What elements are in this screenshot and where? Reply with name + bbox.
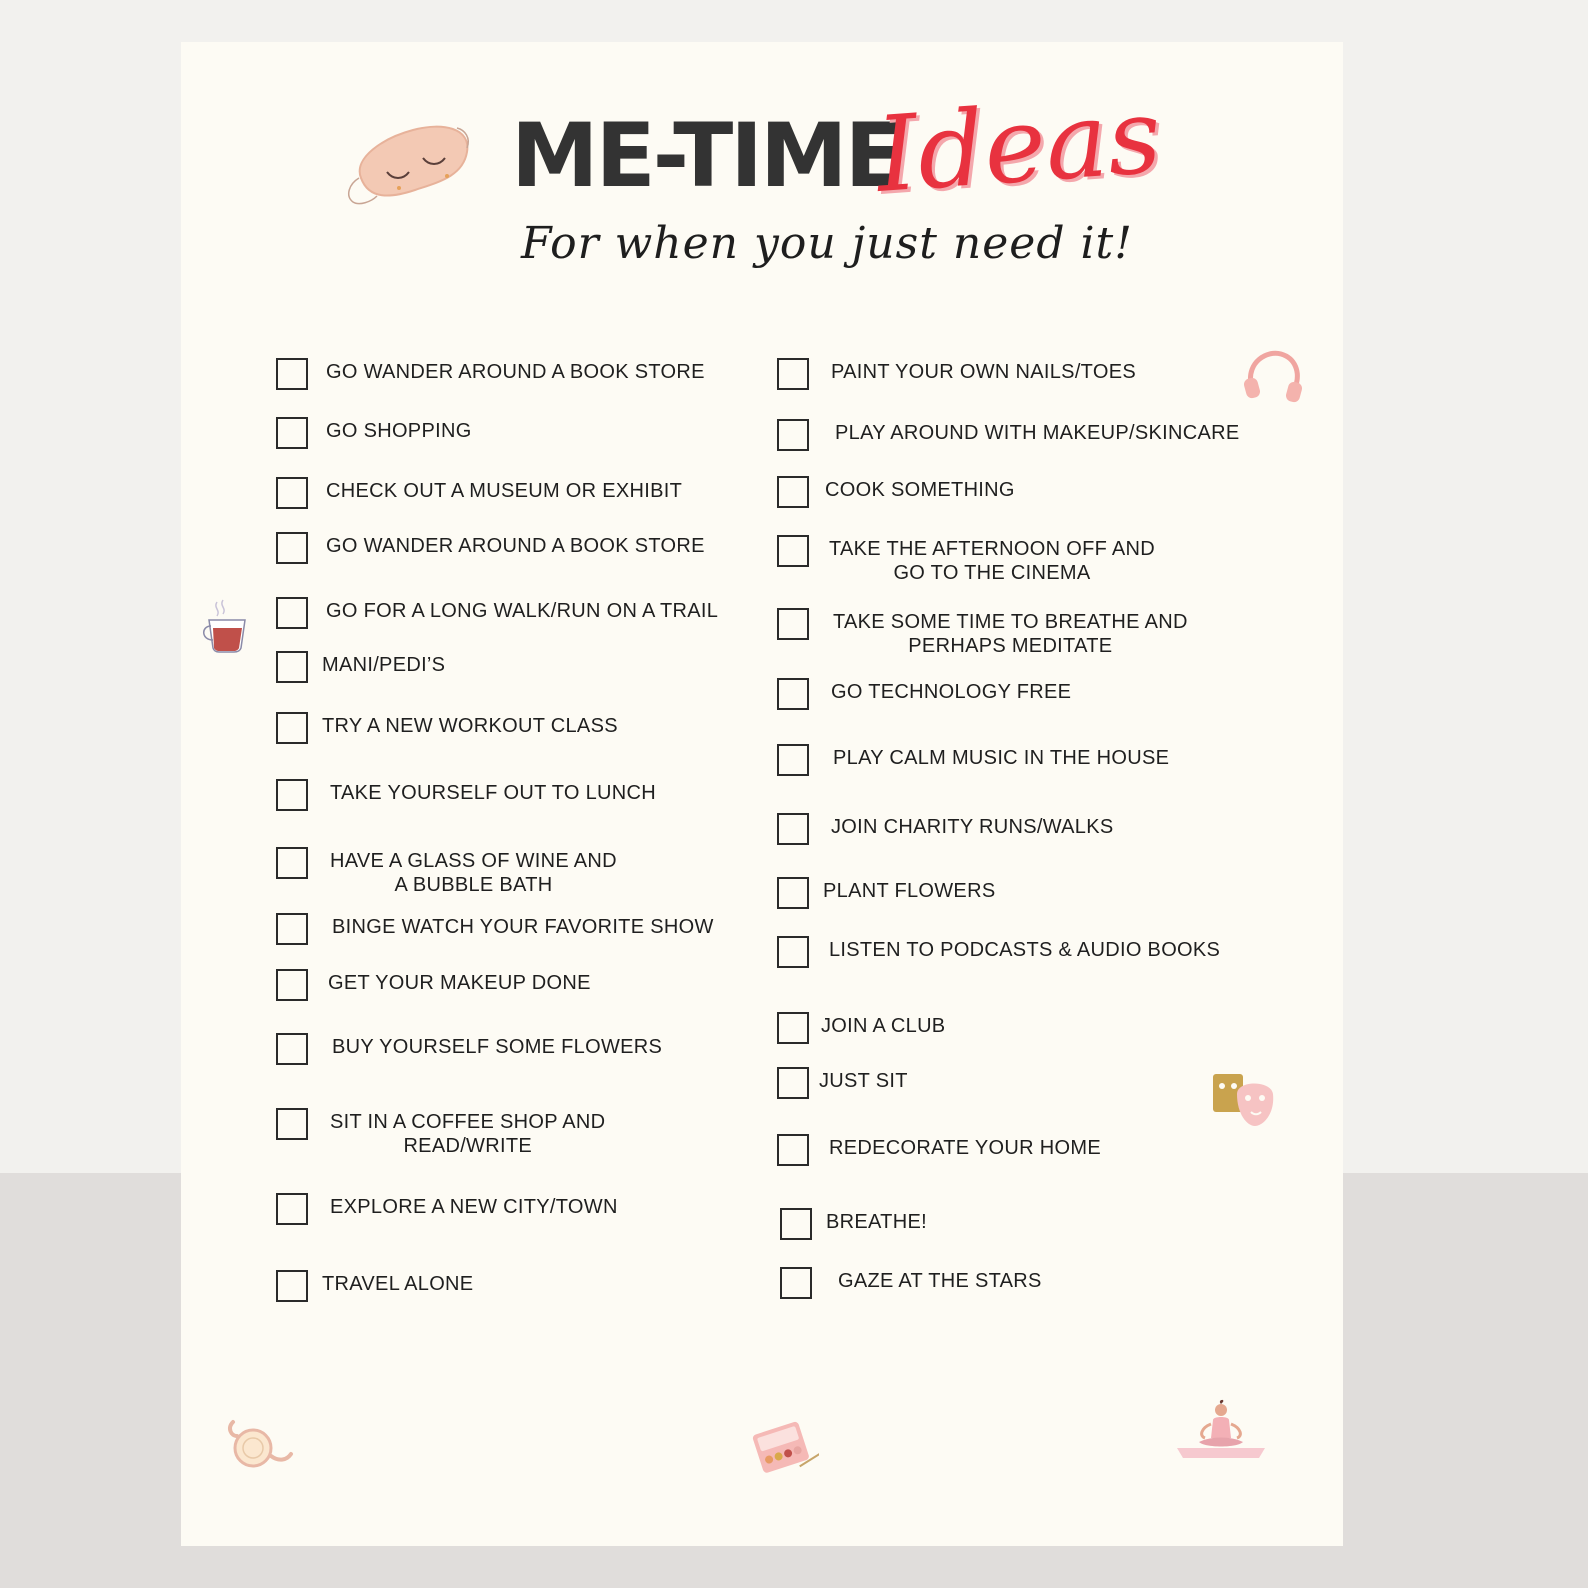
printable-sheet bbox=[181, 42, 1343, 1546]
checklist-item-label: GET YOUR MAKEUP DONE bbox=[328, 972, 591, 994]
checklist-item bbox=[276, 779, 656, 811]
cucumber-slice-icon bbox=[223, 1416, 295, 1472]
checklist-item bbox=[276, 597, 718, 629]
checklist-item-label: LISTEN TO PODCASTS & AUDIO BOOKS bbox=[829, 939, 1221, 961]
checklist-item bbox=[276, 417, 472, 449]
checklist-item bbox=[276, 847, 617, 897]
checkbox[interactable] bbox=[276, 1033, 308, 1065]
checkbox[interactable] bbox=[276, 358, 308, 390]
checklist-item bbox=[777, 1067, 908, 1099]
checklist-item-label: JUST SIT bbox=[819, 1070, 908, 1092]
checklist-item-label: JOIN CHARITY RUNS/WALKS bbox=[831, 816, 1114, 838]
checklist-item-label: BINGE WATCH YOUR FAVORITE SHOW bbox=[332, 916, 714, 938]
checklist-item bbox=[777, 678, 1071, 710]
checklist-item bbox=[276, 913, 714, 945]
checkbox[interactable] bbox=[276, 417, 308, 449]
checkbox[interactable] bbox=[276, 1108, 308, 1140]
checkbox[interactable] bbox=[276, 532, 308, 564]
checklist-item-label: PLAY AROUND WITH MAKEUP/SKINCARE bbox=[835, 422, 1240, 444]
checklist-item bbox=[777, 744, 1169, 776]
checkbox[interactable] bbox=[777, 608, 809, 640]
checklist-item-label: BREATHE! bbox=[826, 1211, 927, 1233]
checklist-item bbox=[777, 936, 1220, 968]
checklist-item bbox=[276, 532, 705, 564]
face-mask-icon bbox=[1211, 1070, 1281, 1132]
checklist-item-label: PAINT YOUR OWN NAILS/TOES bbox=[831, 361, 1136, 383]
checklist-item-label: MANI/PEDI’S bbox=[322, 654, 446, 676]
checkbox[interactable] bbox=[276, 477, 308, 509]
headphones-icon bbox=[1241, 348, 1303, 408]
checkbox[interactable] bbox=[777, 1067, 809, 1099]
checkbox[interactable] bbox=[276, 651, 308, 683]
checklist-item bbox=[276, 477, 682, 509]
page-subtitle: For when you just need it! bbox=[521, 218, 1133, 269]
page-title-script: Ideas bbox=[872, 74, 1165, 216]
checklist-item-label: REDECORATE YOUR HOME bbox=[829, 1137, 1101, 1159]
checklist-item bbox=[276, 1193, 618, 1225]
checklist-item bbox=[276, 358, 705, 390]
checklist-item bbox=[276, 1033, 662, 1065]
checkbox[interactable] bbox=[780, 1267, 812, 1299]
checklist-item bbox=[777, 877, 995, 909]
checklist-item-label: HAVE A GLASS OF WINE AND A BUBBLE BATH bbox=[330, 850, 617, 896]
checklist-item bbox=[777, 535, 1155, 585]
checklist-item bbox=[276, 969, 591, 1001]
checklist-item bbox=[777, 1012, 945, 1044]
checklist-item-label: PLAY CALM MUSIC IN THE HOUSE bbox=[833, 747, 1170, 769]
checklist-item bbox=[777, 419, 1240, 451]
checklist-item bbox=[777, 813, 1114, 845]
header bbox=[181, 42, 1343, 342]
checkbox[interactable] bbox=[777, 936, 809, 968]
checklist-item bbox=[276, 1108, 605, 1158]
checklist-item-label: EXPLORE A NEW CITY/TOWN bbox=[330, 1196, 618, 1218]
checkbox[interactable] bbox=[777, 535, 809, 567]
checkbox[interactable] bbox=[777, 744, 809, 776]
yoga-person-icon bbox=[1171, 1398, 1271, 1460]
checklist-item-label: GO TECHNOLOGY FREE bbox=[831, 681, 1072, 703]
checklist-item bbox=[777, 608, 1188, 658]
checklist-item-label: TAKE YOURSELF OUT TO LUNCH bbox=[330, 782, 657, 804]
checklist-item bbox=[777, 358, 1136, 390]
checklist-item-label: GO WANDER AROUND A BOOK STORE bbox=[326, 535, 705, 557]
checklist-item-label: JOIN A CLUB bbox=[821, 1015, 946, 1037]
checkbox[interactable] bbox=[276, 779, 308, 811]
checklist-item-label: GO SHOPPING bbox=[326, 420, 472, 442]
checklist-item-label: TAKE THE AFTERNOON OFF AND GO TO THE CINEMA bbox=[829, 538, 1155, 584]
checkbox[interactable] bbox=[276, 913, 308, 945]
checklist-item-label: PLANT FLOWERS bbox=[823, 880, 996, 902]
checkbox[interactable] bbox=[777, 877, 809, 909]
makeup-palette-icon bbox=[751, 1416, 819, 1478]
checkbox[interactable] bbox=[777, 1012, 809, 1044]
checklist-item-label: TRAVEL ALONE bbox=[322, 1273, 474, 1295]
checkbox[interactable] bbox=[276, 1270, 308, 1302]
sleep-mask-icon bbox=[343, 118, 475, 214]
checklist-item bbox=[276, 651, 445, 683]
checkbox[interactable] bbox=[276, 847, 308, 879]
checklist-item-label: TRY A NEW WORKOUT CLASS bbox=[322, 715, 618, 737]
checklist-item-label: SIT IN A COFFEE SHOP AND READ/WRITE bbox=[330, 1111, 606, 1157]
checklist-item bbox=[780, 1208, 927, 1240]
checkbox[interactable] bbox=[777, 358, 809, 390]
checkbox[interactable] bbox=[780, 1208, 812, 1240]
checklist-item bbox=[276, 1270, 473, 1302]
checkbox[interactable] bbox=[276, 597, 308, 629]
checkbox[interactable] bbox=[276, 969, 308, 1001]
checkbox[interactable] bbox=[276, 1193, 308, 1225]
checklist-item-label: GO WANDER AROUND A BOOK STORE bbox=[326, 361, 705, 383]
checkbox[interactable] bbox=[777, 419, 809, 451]
checklist-item bbox=[777, 1134, 1101, 1166]
checkbox[interactable] bbox=[777, 678, 809, 710]
checklist-item-label: GO FOR A LONG WALK/RUN ON A TRAIL bbox=[326, 600, 719, 622]
checklist-item-label: GAZE AT THE STARS bbox=[838, 1270, 1042, 1292]
checklist-item-label: CHECK OUT A MUSEUM OR EXHIBIT bbox=[326, 480, 683, 502]
checkbox[interactable] bbox=[777, 476, 809, 508]
checklist-item-label: TAKE SOME TIME TO BREATHE AND PERHAPS MEDITATE bbox=[833, 611, 1188, 657]
tea-cup-icon bbox=[199, 598, 257, 656]
page-title: ME-TIME bbox=[511, 104, 902, 207]
checklist-item bbox=[780, 1267, 1042, 1299]
checkbox[interactable] bbox=[777, 813, 809, 845]
checklist-item-label: BUY YOURSELF SOME FLOWERS bbox=[332, 1036, 663, 1058]
checkbox[interactable] bbox=[276, 712, 308, 744]
checklist-item-label: COOK SOMETHING bbox=[825, 479, 1015, 501]
checklist-item bbox=[777, 476, 1015, 508]
checkbox[interactable] bbox=[777, 1134, 809, 1166]
checklist-item bbox=[276, 712, 618, 744]
